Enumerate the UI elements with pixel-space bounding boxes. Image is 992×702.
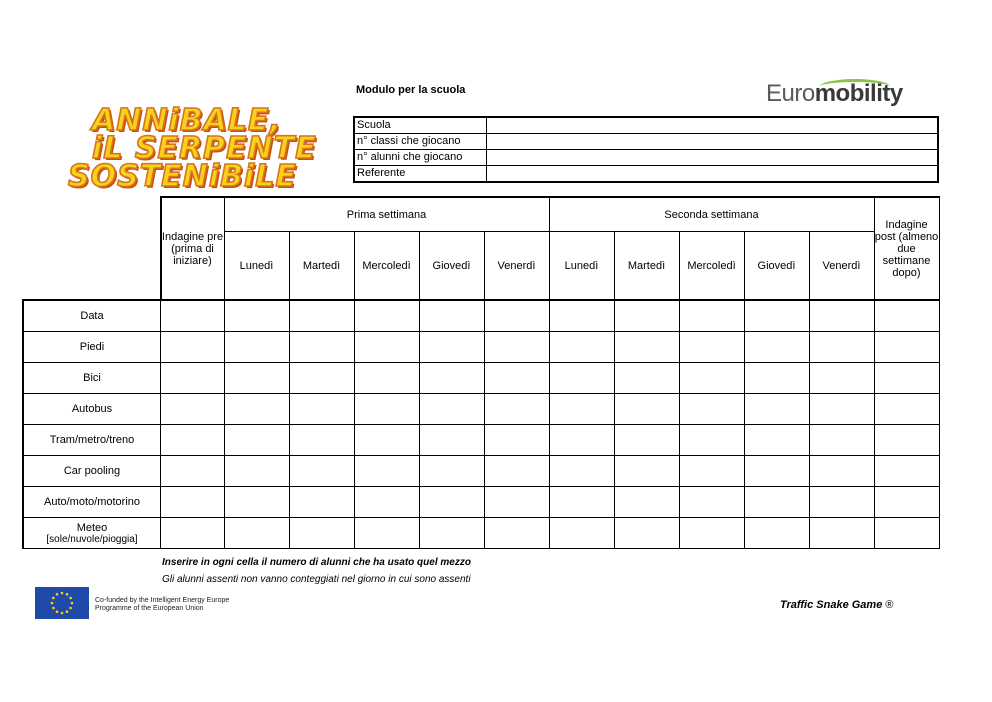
data-cell[interactable]: [354, 487, 419, 518]
data-cell[interactable]: [289, 363, 354, 394]
brand-part1: Euro: [766, 80, 815, 107]
info-row: [354, 150, 938, 166]
data-cell[interactable]: [354, 394, 419, 425]
data-cell[interactable]: [809, 363, 874, 394]
data-cell[interactable]: [874, 456, 939, 487]
info-label: Scuola: [354, 117, 487, 134]
data-cell[interactable]: [679, 518, 744, 549]
data-cell[interactable]: [744, 394, 809, 425]
data-cell[interactable]: [744, 456, 809, 487]
data-cell[interactable]: [679, 487, 744, 518]
row-label: Data: [23, 300, 161, 332]
data-cell[interactable]: [161, 456, 225, 487]
data-cell[interactable]: [614, 332, 679, 363]
data-cell[interactable]: [874, 332, 939, 363]
day-header: Giovedì: [744, 232, 809, 301]
pre-survey-header: Indagine pre (prima di iniziare): [161, 197, 225, 300]
table-row: [23, 300, 939, 332]
data-cell[interactable]: [614, 363, 679, 394]
table-row: [23, 518, 939, 549]
data-cell[interactable]: [419, 518, 484, 549]
data-cell[interactable]: [161, 487, 225, 518]
eu-text-line-1: Co-funded by the Intelligent Energy Europe: [95, 597, 230, 604]
data-cell[interactable]: [614, 456, 679, 487]
table-row: [23, 487, 939, 518]
row-label-meteo: [23, 518, 161, 549]
brand-part2: mobility: [814, 80, 903, 107]
data-cell[interactable]: [744, 332, 809, 363]
data-cell[interactable]: [224, 518, 289, 549]
data-cell[interactable]: [549, 456, 614, 487]
data-cell[interactable]: [874, 363, 939, 394]
eu-text-line-2: Programme of the European Union: [95, 605, 204, 612]
info-table: [353, 116, 939, 183]
row-label: Tram/metro/treno: [23, 425, 161, 456]
day-header: Venerdì: [809, 232, 874, 301]
data-cell[interactable]: [809, 456, 874, 487]
info-value-field[interactable]: [487, 117, 939, 134]
data-cell[interactable]: [419, 456, 484, 487]
data-cell[interactable]: [354, 363, 419, 394]
data-cell[interactable]: [419, 487, 484, 518]
data-cell[interactable]: [224, 363, 289, 394]
euromobility-logo: [766, 80, 903, 108]
data-cell[interactable]: [161, 394, 225, 425]
data-cell[interactable]: [874, 300, 939, 332]
data-cell[interactable]: [614, 518, 679, 549]
data-cell[interactable]: [549, 425, 614, 456]
week2-header: Seconda settimana: [549, 197, 874, 232]
data-cell[interactable]: [224, 300, 289, 332]
info-value-field[interactable]: [487, 150, 939, 166]
data-cell[interactable]: [679, 456, 744, 487]
data-cell[interactable]: [679, 332, 744, 363]
day-header: Martedì: [614, 232, 679, 301]
data-cell[interactable]: [289, 425, 354, 456]
data-cell[interactable]: [874, 394, 939, 425]
data-cell[interactable]: [289, 487, 354, 518]
data-cell[interactable]: [289, 332, 354, 363]
data-cell[interactable]: [419, 425, 484, 456]
footer-brand: [780, 599, 894, 611]
info-row: [354, 117, 938, 134]
week1-header: Prima settimana: [224, 197, 549, 232]
data-cell[interactable]: [809, 332, 874, 363]
data-cell[interactable]: [744, 300, 809, 332]
data-cell[interactable]: [484, 300, 549, 332]
data-cell[interactable]: [614, 425, 679, 456]
data-cell[interactable]: [484, 456, 549, 487]
row-label: Piedi: [23, 332, 161, 363]
survey-table: [22, 196, 940, 549]
instruction-note-2: Gli alunni assenti non vanno conteggiati nel giorno in cui sono assenti: [162, 574, 471, 585]
data-cell[interactable]: [484, 425, 549, 456]
data-cell[interactable]: [549, 487, 614, 518]
data-cell[interactable]: [874, 518, 939, 549]
data-cell[interactable]: [354, 425, 419, 456]
data-cell[interactable]: [809, 518, 874, 549]
data-cell[interactable]: [419, 394, 484, 425]
data-cell[interactable]: [289, 300, 354, 332]
day-header: Mercoledì: [679, 232, 744, 301]
data-cell[interactable]: [549, 394, 614, 425]
data-cell[interactable]: [484, 363, 549, 394]
data-cell[interactable]: [419, 300, 484, 332]
data-cell[interactable]: [354, 518, 419, 549]
corner-cell: [23, 197, 161, 300]
eu-funding-text: [95, 597, 229, 613]
info-label: n° classi che giocano: [354, 134, 487, 150]
data-cell[interactable]: [224, 425, 289, 456]
info-value-field[interactable]: [487, 134, 939, 150]
table-row: [23, 363, 939, 394]
data-cell[interactable]: [224, 394, 289, 425]
post-survey-header: Indagine post (almeno due settimane dopo): [874, 197, 939, 300]
data-cell[interactable]: [809, 425, 874, 456]
data-cell[interactable]: [289, 456, 354, 487]
row-label: Car pooling: [23, 456, 161, 487]
info-value-field[interactable]: [487, 166, 939, 183]
form-title: Modulo per la scuola: [356, 84, 466, 96]
day-header: Giovedì: [419, 232, 484, 301]
data-cell[interactable]: [679, 363, 744, 394]
data-cell[interactable]: [161, 363, 225, 394]
data-cell[interactable]: [874, 487, 939, 518]
data-cell[interactable]: [161, 518, 225, 549]
day-header: Venerdì: [484, 232, 549, 301]
data-cell[interactable]: [224, 332, 289, 363]
day-header: Lunedì: [224, 232, 289, 301]
data-cell[interactable]: [744, 518, 809, 549]
data-cell[interactable]: [484, 487, 549, 518]
row-label: Autobus: [23, 394, 161, 425]
data-cell[interactable]: [161, 332, 225, 363]
data-cell[interactable]: [289, 394, 354, 425]
data-cell[interactable]: [354, 456, 419, 487]
data-cell[interactable]: [809, 394, 874, 425]
meteo-label: Meteo: [76, 521, 108, 534]
info-label: n° alunni che giocano: [354, 150, 487, 166]
footer-text: Traffic Snake Game: [780, 599, 883, 611]
data-cell[interactable]: [809, 487, 874, 518]
data-cell[interactable]: [224, 456, 289, 487]
data-cell[interactable]: [679, 394, 744, 425]
day-header: Martedì: [289, 232, 354, 301]
header-row-1: [23, 197, 939, 232]
row-label: Auto/moto/motorino: [23, 487, 161, 518]
data-cell[interactable]: [874, 425, 939, 456]
data-cell[interactable]: [354, 300, 419, 332]
data-cell[interactable]: [744, 425, 809, 456]
data-cell[interactable]: [161, 300, 225, 332]
info-row: [354, 166, 938, 183]
data-cell[interactable]: [484, 332, 549, 363]
data-cell[interactable]: [354, 332, 419, 363]
table-row: [23, 394, 939, 425]
data-cell[interactable]: [161, 425, 225, 456]
logo-line-1: ANNiBALE,: [92, 103, 282, 138]
table-row: [23, 456, 939, 487]
data-cell[interactable]: [809, 300, 874, 332]
data-cell[interactable]: [484, 518, 549, 549]
data-cell[interactable]: [614, 300, 679, 332]
meteo-sublabel: [sole/nuvole/pioggia]: [46, 533, 138, 545]
data-cell[interactable]: [549, 363, 614, 394]
data-cell[interactable]: [549, 300, 614, 332]
data-cell[interactable]: [549, 518, 614, 549]
day-header: Mercoledì: [354, 232, 419, 301]
data-cell[interactable]: [419, 363, 484, 394]
logo-line-3: SOSTENiBiLE: [68, 159, 297, 194]
data-cell[interactable]: [224, 487, 289, 518]
day-header: Lunedì: [549, 232, 614, 301]
row-label: Bici: [23, 363, 161, 394]
data-cell[interactable]: [679, 300, 744, 332]
data-cell[interactable]: [289, 518, 354, 549]
data-cell[interactable]: [549, 332, 614, 363]
table-row: [23, 332, 939, 363]
info-row: [354, 134, 938, 150]
data-cell[interactable]: [484, 394, 549, 425]
data-cell[interactable]: [744, 363, 809, 394]
info-label: Referente: [354, 166, 487, 183]
eu-flag-icon: [35, 587, 89, 619]
data-cell[interactable]: [614, 394, 679, 425]
logo-line-2: iL SERPENTE: [92, 131, 317, 166]
data-cell[interactable]: [744, 487, 809, 518]
data-cell[interactable]: [419, 332, 484, 363]
data-cell[interactable]: [614, 487, 679, 518]
table-row: [23, 425, 939, 456]
instruction-note-1: Inserire in ogni cella il numero di alunni che ha usato quel mezzo: [162, 557, 471, 568]
registered-mark: ®: [885, 599, 894, 611]
data-cell[interactable]: [679, 425, 744, 456]
